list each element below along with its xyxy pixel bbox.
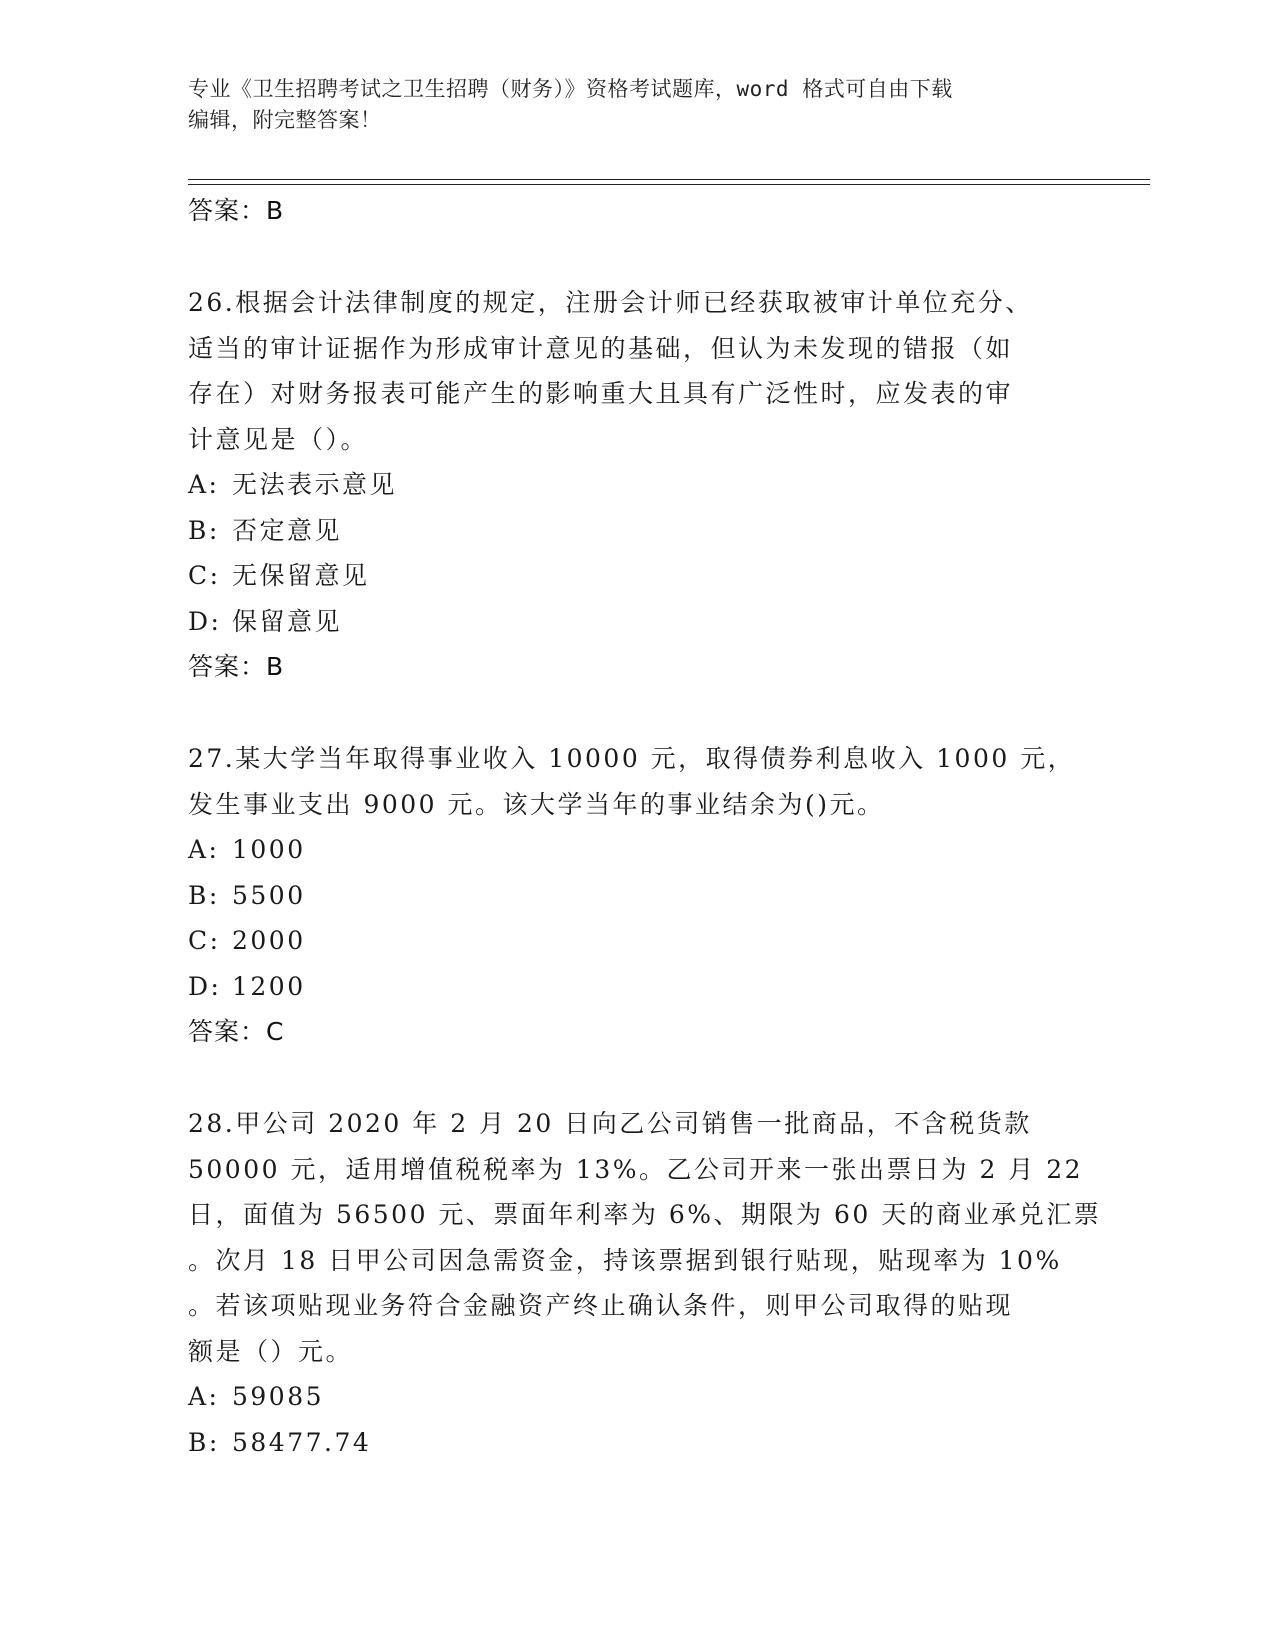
previous-answer: 答案：B [188,196,285,225]
question-27 [188,736,1078,1055]
header-line-2: 编辑，附完整答案！ [188,108,382,132]
option-a: A: 1000 [188,835,306,864]
option-b: B: 否定意见 [188,515,343,545]
option-a: A: 无法表示意见 [188,470,398,499]
question-26 [188,280,1078,690]
question-28 [188,1101,1102,1465]
option-c: C: 无保留意见 [188,561,370,590]
option-c: C: 2000 [188,926,306,955]
question-stem: 26.根据会计法律制度的规定，注册会计师已经获取被审计单位充分、 适当的审计证据作为形成审计意见的基础，但认为未发现的错报（如 存在）对财务报表可能产生的影响重大且具有广泛性时，应发表的审 计意见是（）。 [188,288,1033,454]
option-b: B: 5500 [188,880,306,910]
option-b: B: 58477.74 [188,1427,372,1457]
header-divider-top [188,179,1150,180]
header-divider-bottom [188,184,1150,185]
question-stem: 28.甲公司 2020 年 2 月 20 日向乙公司销售一批商品，不含税货款 50000 元，适用增值税税率为 13%。乙公司开来一张出票日为 2 月 22 日，面值为 56500 元、票面年利率为 6%、期限为 60 天的商业承兑汇票 。次月 18 日甲公司因急需资金，持该票据到银行贴现，贴现率为 10% 。若该项贴现业务符合金融资产终止确认条件，则甲公司取得的贴现 额是（）元。 [188,1109,1102,1366]
answer: 答案：C [188,1017,285,1046]
answer: 答案：B [188,652,285,681]
header-line-1: 专业《卫生招聘考试之卫生招聘（财务）》资格考试题库，word 格式可自由下载 [188,77,953,101]
page-header [188,74,1088,136]
question-list [188,188,1102,1465]
option-d: D: 1200 [188,971,306,1001]
question-stem: 27.某大学当年取得事业收入 10000 元，取得债券利息收入 1000 元， 发生事业支出 9000 元。该大学当年的事业结余为()元。 [188,744,1076,819]
option-a: A: 59085 [188,1382,325,1411]
option-d: D: 保留意见 [188,606,343,636]
